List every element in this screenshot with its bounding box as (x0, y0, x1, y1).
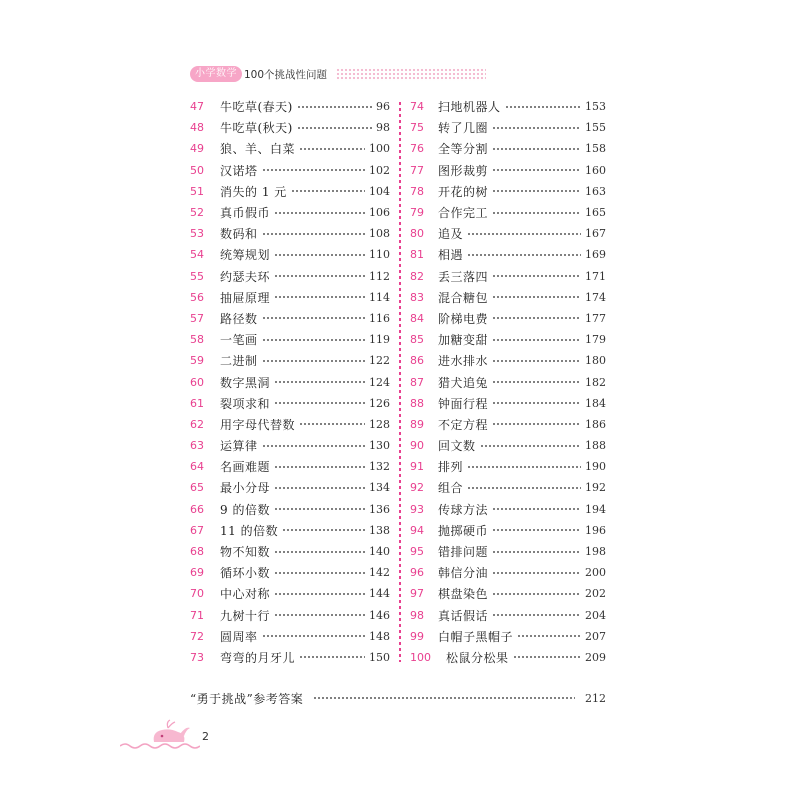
entry-number: 52 (190, 206, 204, 220)
toc-entry[interactable] (410, 181, 606, 202)
entry-number: 93 (410, 502, 424, 516)
dot-leader (467, 233, 581, 235)
toc-entry[interactable] (410, 647, 606, 668)
toc-entry[interactable] (190, 605, 390, 626)
entry-page: 167 (585, 227, 606, 241)
entry-page: 134 (369, 481, 390, 495)
dot-leader (262, 339, 365, 341)
entry-title: 数码和 (220, 227, 258, 242)
dot-leader (297, 127, 372, 129)
entry-page: 180 (585, 354, 606, 368)
entry-title: 一笔画 (220, 333, 258, 348)
toc-entry[interactable] (190, 308, 390, 329)
dot-leader (492, 360, 581, 362)
entry-title: 阶梯电费 (438, 311, 489, 326)
entry-title: 钟面行程 (438, 396, 489, 411)
column-divider (399, 102, 401, 662)
entry-title: 最小分母 (220, 481, 271, 496)
entry-title: 组合 (438, 481, 464, 496)
entry-number: 56 (190, 290, 204, 304)
entry-page: 104 (369, 184, 390, 198)
dot-leader (492, 381, 581, 383)
toc-entry[interactable] (190, 477, 390, 498)
entry-page: 184 (585, 396, 606, 410)
entry-number: 66 (190, 502, 204, 516)
dot-leader (492, 508, 581, 510)
entry-number: 62 (190, 417, 204, 431)
entry-number: 63 (190, 439, 204, 453)
entry-page: 100 (369, 142, 390, 156)
page-number: 2 (202, 730, 209, 743)
entry-number: 92 (410, 481, 424, 495)
entry-title: 汉诺塔 (220, 163, 258, 178)
entry-number: 68 (190, 545, 204, 559)
entry-title: 名画难题 (220, 460, 271, 475)
dot-leader (492, 339, 581, 341)
entry-page: 146 (369, 608, 390, 622)
toc-entry[interactable] (410, 244, 606, 265)
toc-entry[interactable] (190, 329, 390, 350)
entry-page: 198 (585, 545, 606, 559)
entry-number: 48 (190, 121, 204, 135)
entry-title: 牛吃草(秋天) (220, 121, 293, 136)
entry-title: 真话假话 (438, 608, 489, 623)
answers-title: “勇于挑战”参考答案 (190, 691, 304, 706)
entry-page: 155 (585, 121, 606, 135)
dot-leader (492, 551, 581, 553)
dot-leader (274, 254, 365, 256)
dot-leader (297, 106, 372, 108)
entry-number: 50 (190, 163, 204, 177)
entry-page: 192 (585, 481, 606, 495)
toc-entry[interactable] (190, 96, 390, 117)
entry-number: 91 (410, 460, 424, 474)
entry-number: 89 (410, 417, 424, 431)
entry-page: 174 (585, 290, 606, 304)
entry-page: 160 (585, 163, 606, 177)
book-title: 100个挑战性问题 (244, 68, 328, 81)
toc-entry[interactable] (190, 160, 390, 181)
dot-leader (505, 106, 581, 108)
entry-page: 165 (585, 206, 606, 220)
dot-leader (274, 551, 365, 553)
entry-page: 140 (369, 545, 390, 559)
toc-entry[interactable] (190, 138, 390, 159)
entry-page: 171 (585, 269, 606, 283)
entry-number: 84 (410, 311, 424, 325)
entry-number: 69 (190, 566, 204, 580)
dot-leader (262, 169, 365, 171)
entry-title: 物不知数 (220, 545, 271, 560)
toc-entry[interactable] (410, 520, 606, 541)
entry-title: 全等分割 (438, 142, 489, 157)
footer-wave (120, 742, 200, 750)
entry-page: 202 (585, 587, 606, 601)
entry-page: 200 (585, 566, 606, 580)
toc-entry[interactable] (410, 138, 606, 159)
toc-entry[interactable] (410, 223, 606, 244)
entry-page: 126 (369, 396, 390, 410)
toc-entry[interactable] (410, 308, 606, 329)
dot-leader (492, 572, 581, 574)
entry-page: 182 (585, 375, 606, 389)
dot-leader (299, 656, 365, 658)
entry-number: 67 (190, 523, 204, 537)
entry-number: 99 (410, 629, 424, 643)
entry-page: 110 (369, 248, 390, 262)
dot-leader (492, 296, 581, 298)
entry-number: 61 (190, 396, 204, 410)
entry-number: 57 (190, 311, 204, 325)
dot-leader (274, 593, 365, 595)
dot-leader (492, 614, 581, 616)
entry-number: 75 (410, 121, 424, 135)
entry-title: 错排问题 (438, 545, 489, 560)
toc-entry[interactable] (190, 181, 390, 202)
entry-title: 丢三落四 (438, 269, 489, 284)
toc-entry[interactable] (410, 626, 606, 647)
dot-leader (480, 445, 581, 447)
dot-leader (492, 593, 581, 595)
entry-page: 144 (369, 587, 390, 601)
toc-entry[interactable] (410, 393, 606, 414)
toc-entry[interactable] (410, 583, 606, 604)
toc-entry[interactable] (190, 350, 390, 371)
toc-entry[interactable] (410, 371, 606, 392)
entry-title: 狼、羊、白菜 (220, 142, 296, 157)
entry-title: 图形裁剪 (438, 163, 489, 178)
entry-title: 排列 (438, 460, 464, 475)
entry-page: 119 (369, 333, 390, 347)
entry-title: 裂项求和 (220, 396, 271, 411)
entry-number: 81 (410, 248, 424, 262)
entry-number: 74 (410, 100, 424, 114)
entry-number: 96 (410, 566, 424, 580)
series-label: 小学数学 (190, 66, 242, 82)
dot-leader (262, 233, 365, 235)
entry-page: 106 (369, 206, 390, 220)
entry-title: 合作完工 (438, 206, 489, 221)
entry-number: 77 (410, 163, 424, 177)
toc-entry[interactable] (410, 435, 606, 456)
entry-number: 87 (410, 375, 424, 389)
answers-entry[interactable] (190, 688, 606, 708)
entry-page: 188 (585, 439, 606, 453)
entry-title: 弯弯的月牙儿 (220, 650, 296, 665)
toc-entry[interactable] (410, 541, 606, 562)
entry-number: 71 (190, 608, 204, 622)
entry-title: 猎犬追兔 (438, 375, 489, 390)
entry-number: 95 (410, 545, 424, 559)
entry-page: 209 (585, 650, 606, 664)
entry-number: 82 (410, 269, 424, 283)
entry-number: 83 (410, 290, 424, 304)
entry-number: 78 (410, 184, 424, 198)
toc-entry[interactable] (190, 626, 390, 647)
entry-title: 11 的倍数 (220, 523, 279, 538)
entry-title: 加糖变甜 (438, 333, 489, 348)
entry-number: 76 (410, 142, 424, 156)
entry-page: 163 (585, 184, 606, 198)
toc-entry[interactable] (190, 117, 390, 138)
entry-number: 72 (190, 629, 204, 643)
toc-entry[interactable] (410, 605, 606, 626)
entry-title: 传球方法 (438, 502, 489, 517)
header-dot-pattern (336, 68, 486, 81)
dot-leader (492, 148, 581, 150)
entry-title: 消失的 1 元 (220, 184, 287, 199)
entry-page: 179 (585, 333, 606, 347)
dot-leader (274, 614, 365, 616)
dot-leader (492, 275, 581, 277)
toc-entry[interactable] (410, 117, 606, 138)
entry-number: 55 (190, 269, 204, 283)
toc-entry[interactable] (410, 456, 606, 477)
toc-entry[interactable] (410, 287, 606, 308)
entry-page: 186 (585, 417, 606, 431)
entry-number: 85 (410, 333, 424, 347)
entry-page: 204 (585, 608, 606, 622)
entry-title: 韩信分油 (438, 566, 489, 581)
entry-number: 47 (190, 100, 204, 114)
dot-leader (492, 169, 581, 171)
dot-leader (274, 402, 365, 404)
entry-page: 177 (585, 311, 606, 325)
entry-title: 运算律 (220, 439, 258, 454)
dot-leader (274, 296, 365, 298)
toc-entry[interactable] (190, 393, 390, 414)
entry-number: 58 (190, 333, 204, 347)
entry-page: 207 (585, 629, 606, 643)
entry-page: 150 (369, 650, 390, 664)
entry-page: 98 (376, 121, 390, 135)
toc-entry[interactable] (410, 499, 606, 520)
entry-page: 132 (369, 460, 390, 474)
entry-page: 108 (369, 227, 390, 241)
toc-entry[interactable] (410, 160, 606, 181)
toc-entry[interactable] (190, 562, 390, 583)
entry-title: 9 的倍数 (220, 502, 270, 517)
toc-entry[interactable] (190, 520, 390, 541)
entry-title: 统筹规划 (220, 248, 271, 263)
entry-title: 循环小数 (220, 566, 271, 581)
entry-number: 100 (410, 650, 431, 664)
toc-entry[interactable] (190, 287, 390, 308)
entry-title: 开花的树 (438, 184, 489, 199)
toc-right-column (410, 96, 606, 668)
entry-number: 88 (410, 396, 424, 410)
toc-entry[interactable] (190, 435, 390, 456)
entry-number: 53 (190, 227, 204, 241)
dot-leader (467, 487, 581, 489)
entry-number: 97 (410, 587, 424, 601)
running-header (190, 64, 340, 84)
entry-page: 102 (369, 163, 390, 177)
entry-title: 棋盘染色 (438, 587, 489, 602)
toc-entry[interactable] (190, 583, 390, 604)
entry-page: 148 (369, 629, 390, 643)
entry-number: 60 (190, 375, 204, 389)
entry-title: 回文数 (438, 439, 476, 454)
entry-number: 54 (190, 248, 204, 262)
entry-title: 混合糖包 (438, 290, 489, 305)
entry-number: 79 (410, 206, 424, 220)
dot-leader (262, 317, 365, 319)
entry-number: 51 (190, 184, 204, 198)
toc-entry[interactable] (190, 414, 390, 435)
entry-number: 80 (410, 227, 424, 241)
entry-title: 九树十行 (220, 608, 271, 623)
entry-title: 约瑟夫环 (220, 269, 271, 284)
entry-number: 65 (190, 481, 204, 495)
entry-page: 96 (376, 100, 390, 114)
entry-title: 真币假币 (220, 206, 271, 221)
toc-entry[interactable] (410, 350, 606, 371)
toc-entry[interactable] (190, 499, 390, 520)
toc-entry[interactable] (190, 541, 390, 562)
entry-page: 130 (369, 439, 390, 453)
toc-entry[interactable] (410, 96, 606, 117)
toc-entry[interactable] (410, 414, 606, 435)
dot-leader (299, 423, 365, 425)
entry-page: 190 (585, 460, 606, 474)
dot-leader (299, 148, 365, 150)
entry-title: 追及 (438, 227, 464, 242)
dot-leader (274, 275, 365, 277)
entry-page: 158 (585, 142, 606, 156)
toc-entry[interactable] (410, 562, 606, 583)
dot-leader (467, 466, 581, 468)
entry-title: 不定方程 (438, 417, 489, 432)
entry-number: 86 (410, 354, 424, 368)
entry-title: 相遇 (438, 248, 464, 263)
toc-left-column (190, 96, 390, 668)
toc-entry[interactable] (190, 244, 390, 265)
toc-entry[interactable] (190, 647, 390, 668)
entry-page: 116 (369, 311, 390, 325)
answers-page: 212 (585, 691, 606, 705)
toc-entry[interactable] (410, 329, 606, 350)
dot-leader (262, 445, 365, 447)
dot-leader (274, 381, 365, 383)
toc-entry[interactable] (190, 223, 390, 244)
entry-title: 圆周率 (220, 629, 258, 644)
toc-entry[interactable] (190, 456, 390, 477)
entry-page: 136 (369, 502, 390, 516)
dot-leader (492, 190, 581, 192)
entry-page: 196 (585, 523, 606, 537)
entry-number: 70 (190, 587, 204, 601)
entry-title: 二进制 (220, 354, 258, 369)
entry-title: 进水排水 (438, 354, 489, 369)
dot-leader (492, 423, 581, 425)
dot-leader (291, 190, 365, 192)
entry-number: 64 (190, 460, 204, 474)
entry-page: 169 (585, 248, 606, 262)
entry-title: 抽屉原理 (220, 290, 271, 305)
entry-title: 路径数 (220, 311, 258, 326)
entry-page: 124 (369, 375, 390, 389)
entry-page: 122 (369, 354, 390, 368)
entry-title: 数字黑洞 (220, 375, 271, 390)
entry-number: 98 (410, 608, 424, 622)
dot-leader (262, 360, 365, 362)
entry-title: 白帽子黑帽子 (438, 629, 514, 644)
toc-entry[interactable] (190, 371, 390, 392)
dot-leader (492, 212, 581, 214)
entry-number: 90 (410, 439, 424, 453)
dot-leader (492, 127, 581, 129)
dot-leader (492, 317, 581, 319)
entry-page: 194 (585, 502, 606, 516)
entry-title: 松鼠分松果 (446, 650, 509, 665)
dot-leader (274, 508, 365, 510)
dot-leader (282, 529, 365, 531)
dot-leader (274, 487, 365, 489)
entry-page: 153 (585, 100, 606, 114)
toc-entry[interactable] (410, 477, 606, 498)
toc-entry[interactable] (410, 202, 606, 223)
entry-page: 114 (369, 290, 390, 304)
dot-leader (492, 529, 581, 531)
entry-page: 138 (369, 523, 390, 537)
entry-number: 49 (190, 142, 204, 156)
dot-leader (517, 635, 581, 637)
entry-title: 扫地机器人 (438, 100, 501, 115)
entry-number: 59 (190, 354, 204, 368)
dot-leader (492, 402, 581, 404)
entry-title: 用字母代替数 (220, 417, 296, 432)
dot-leader (313, 697, 575, 699)
dot-leader (467, 254, 581, 256)
dot-leader (274, 572, 365, 574)
dot-leader (274, 212, 365, 214)
entry-title: 抛掷硬币 (438, 523, 489, 538)
entry-page: 112 (369, 269, 390, 283)
entry-number: 73 (190, 650, 204, 664)
entry-title: 转了几圈 (438, 121, 489, 136)
dot-leader (274, 466, 365, 468)
entry-title: 牛吃草(春天) (220, 100, 293, 115)
dot-leader (513, 656, 581, 658)
entry-title: 中心对称 (220, 587, 271, 602)
entry-page: 142 (369, 566, 390, 580)
toc-entry[interactable] (190, 266, 390, 287)
entry-page: 128 (369, 417, 390, 431)
toc-entry[interactable] (410, 266, 606, 287)
toc-entry[interactable] (190, 202, 390, 223)
entry-number: 94 (410, 523, 424, 537)
dot-leader (262, 635, 365, 637)
